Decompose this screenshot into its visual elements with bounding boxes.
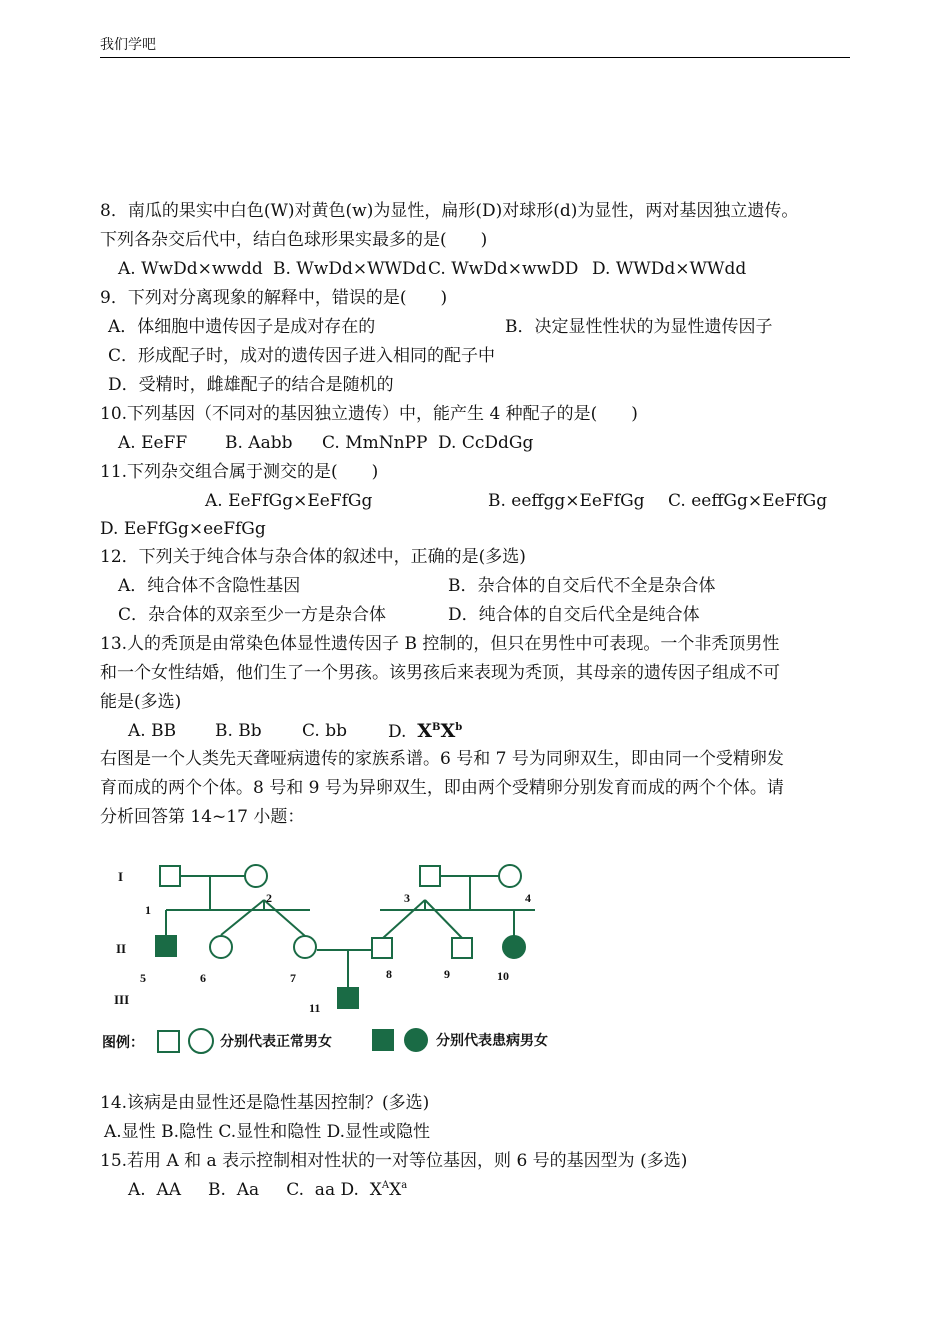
q8-option-a: A. WwDd×wwdd xyxy=(118,259,263,279)
q13-option-a: A. BB xyxy=(128,721,177,741)
legend-affected-male-icon xyxy=(372,1029,394,1051)
legend-label: 图例： xyxy=(102,1036,144,1051)
q11-stem: 11.下列杂交组合属于测交的是( ) xyxy=(100,462,379,482)
allele-a-lower: a xyxy=(401,1180,408,1191)
q13-option-b: B. Bb xyxy=(215,721,262,741)
q12-option-b: B．杂合体的自交后代不全是杂合体 xyxy=(448,576,716,596)
individual-3-normal-male xyxy=(420,866,440,886)
generation-label-ii: II xyxy=(116,941,127,956)
q10-option-b: B. Aabb xyxy=(225,433,293,453)
intro-line2: 育而成的两个个体。8 号和 9 号为异卵双生，即由两个受精卵分别发育而成的两个个体。请 xyxy=(100,778,784,798)
q13-option-d-genotype xyxy=(417,720,462,742)
legend-affected-female-icon xyxy=(404,1028,428,1052)
x-chromosome-2: X xyxy=(389,1180,402,1200)
generation-label-i: I xyxy=(118,869,124,884)
individual-6-normal-female xyxy=(210,936,232,958)
q14-options: A.显性 B.隐性 C.显性和隐性 D.显性或隐性 xyxy=(104,1122,431,1142)
q13-option-c: C. bb xyxy=(302,721,347,741)
q13-stem-line1: 13.人的秃顶是由常染色体显性遗传因子 B 控制的，但只在男性中可表现。一个非秃顶男性 xyxy=(100,634,780,654)
allele-b-lower: b xyxy=(455,722,463,733)
q9-option-c: C．形成配子时，成对的遗传因子进入相同的配子中 xyxy=(108,346,496,366)
number-9: 9 xyxy=(444,967,450,981)
page-header: 我们学吧 xyxy=(100,34,850,58)
individual-8-normal-male xyxy=(372,938,392,958)
number-3: 3 xyxy=(404,891,410,905)
q11-option-a: A. EeFfGg×EeFfGg xyxy=(205,491,373,511)
x-chromosome-1: X xyxy=(417,720,432,742)
legend-normal-text: 分别代表正常男女 xyxy=(220,1035,332,1050)
q8-option-d: D. WWDd×WWdd xyxy=(592,259,747,279)
number-8: 8 xyxy=(386,967,392,981)
q13-option-d-label: D. xyxy=(388,722,407,742)
q9-stem: 9．下列对分离现象的解释中，错误的是( ) xyxy=(100,288,448,308)
q11-option-c: C. eeffGg×EeFfGg xyxy=(668,491,828,511)
q14-stem: 14.该病是由显性还是隐性基因控制？(多选) xyxy=(100,1093,430,1113)
individual-5-affected-male xyxy=(156,936,176,956)
allele-a-upper: A xyxy=(381,1180,390,1191)
pedigree-chart xyxy=(100,848,580,1063)
q11-option-b: B. eeffgg×EeFfGg xyxy=(488,491,645,511)
q12-option-a: A．纯合体不含隐性基因 xyxy=(118,576,301,596)
q10-option-c: C. MmNnPP xyxy=(322,433,428,453)
number-7: 7 xyxy=(290,971,296,985)
number-4: 4 xyxy=(525,891,531,905)
legend-affected-text: 分别代表患病男女 xyxy=(436,1034,548,1049)
number-6: 6 xyxy=(200,971,206,985)
q15-options-text: A. AA B. Aa C. aa D. xyxy=(128,1180,359,1200)
legend-normal-female-icon xyxy=(189,1029,213,1053)
individual-1-normal-male xyxy=(160,866,180,886)
q8-option-b: B. WwDd×WWDd xyxy=(273,259,427,279)
intro-line3: 分析回答第 14~17 小题： xyxy=(100,807,305,827)
individual-11-affected-male xyxy=(338,988,358,1008)
number-11: 11 xyxy=(309,1001,321,1015)
q10-option-a: A. EeFF xyxy=(118,433,188,453)
x-chromosome-2: X xyxy=(440,720,456,742)
q8-stem-line2: 下列各杂交后代中，结白色球形果实最多的是( ) xyxy=(100,230,488,250)
q9-option-a: A．体细胞中遗传因子是成对存在的 xyxy=(108,317,376,337)
number-2: 2 xyxy=(266,891,272,905)
q10-option-d: D. CcDdGg xyxy=(438,433,534,453)
q15-options xyxy=(128,1179,407,1201)
q8-stem-line1: 8．南瓜的果实中白色(W)对黄色(w)为显性，扁形(D)对球形(d)为显性，两对基因独立遗传。 xyxy=(100,201,799,221)
q9-option-d: D．受精时，雌雄配子的结合是随机的 xyxy=(108,375,394,395)
individual-7-normal-female xyxy=(294,936,316,958)
q9-option-b: B．决定显性性状的为显性遗传因子 xyxy=(505,317,773,337)
q12-stem: 12．下列关于纯合体与杂合体的叙述中，正确的是(多选) xyxy=(100,547,526,567)
individual-2-normal-female xyxy=(245,865,267,887)
generation-label-iii: III xyxy=(114,992,130,1007)
q15-stem: 15.若用 A 和 a 表示控制相对性状的一对等位基因，则 6 号的基因型为 (多选) xyxy=(100,1151,688,1171)
individual-9-normal-male xyxy=(452,938,472,958)
q11-option-d: D. EeFfGg×eeFfGg xyxy=(100,519,266,539)
x-chromosome-1: X xyxy=(369,1180,382,1200)
allele-b-upper: B xyxy=(432,722,441,733)
q12-option-d: D．纯合体的自交后代全是纯合体 xyxy=(448,605,700,625)
q10-stem: 10.下列基因（不同对的基因独立遗传）中，能产生 4 种配子的是( ) xyxy=(100,404,638,424)
q13-option-d xyxy=(388,720,462,743)
number-1: 1 xyxy=(145,903,151,917)
q8-option-c: C. WwDd×wwDD xyxy=(428,259,579,279)
q13-stem-line2: 和一个女性结婚，他们生了一个男孩。该男孩后来表现为秃顶，其母亲的遗传因子组成不可 xyxy=(100,663,780,683)
q15-option-d-genotype xyxy=(370,1180,407,1200)
individual-4-normal-female xyxy=(499,865,521,887)
intro-line1: 右图是一个人类先天聋哑病遗传的家族系谱。6 号和 7 号为同卵双生，即由同一个受精卵发 xyxy=(100,749,784,769)
individual-10-affected-female xyxy=(503,936,525,958)
number-10: 10 xyxy=(497,969,509,983)
legend-normal-male-icon xyxy=(158,1031,179,1052)
number-5: 5 xyxy=(140,971,146,985)
q13-stem-line3: 能是(多选) xyxy=(100,692,182,712)
q12-option-c: C．杂合体的双亲至少一方是杂合体 xyxy=(118,605,387,625)
